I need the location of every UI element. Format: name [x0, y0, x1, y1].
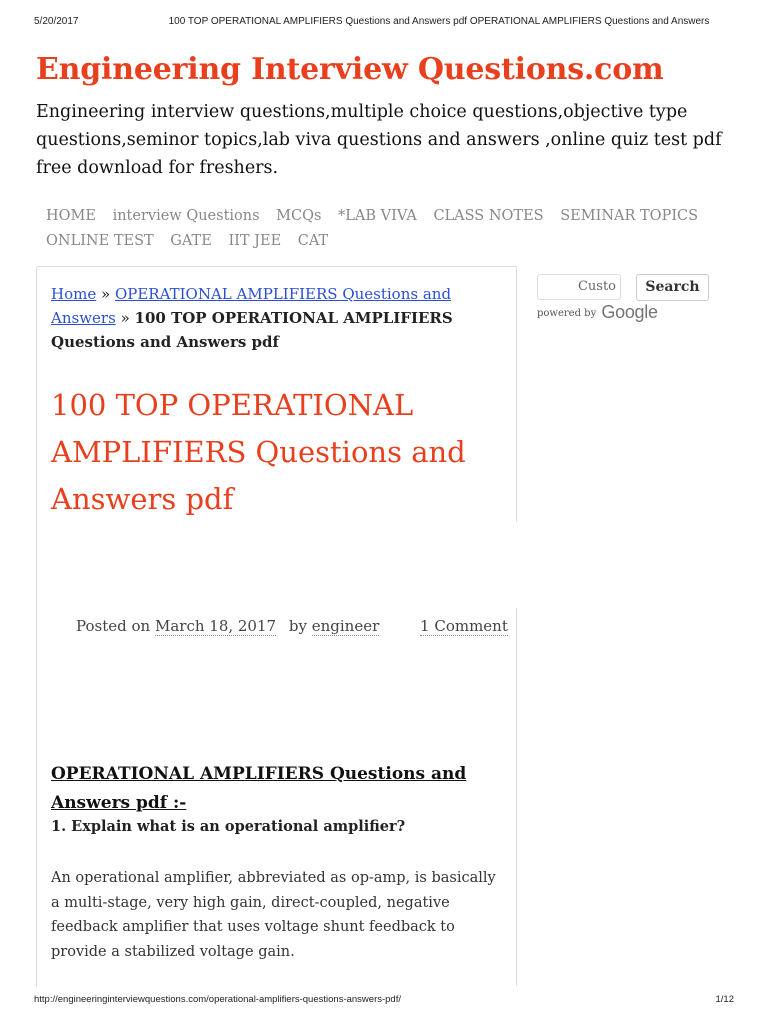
- powered-by-google: [537, 302, 658, 323]
- breadcrumb-separator: »: [120, 309, 130, 327]
- nav-item-cat[interactable]: CAT: [297, 233, 329, 249]
- nav-item-home[interactable]: HOME: [46, 208, 96, 224]
- posted-on-label: Posted on: [76, 617, 151, 635]
- search-input[interactable]: Custo: [537, 274, 621, 300]
- nav-item-gate[interactable]: GATE: [170, 233, 212, 249]
- by-label: by: [288, 617, 307, 635]
- content-divider: [516, 608, 517, 986]
- breadcrumb-current: 100 TOP OPERATIONAL AMPLIFIERS Questions and Answers pdf: [51, 309, 453, 351]
- nav-item-class-notes[interactable]: CLASS NOTES: [433, 208, 544, 224]
- section-heading: OPERATIONAL AMPLIFIERS Questions and Answers pdf :-: [51, 764, 467, 813]
- post-title: 100 TOP OPERATIONAL AMPLIFIERS Questions and Answers pdf: [51, 388, 466, 516]
- print-url: http://engineeringinterviewquestions.com/operational-amplifiers-questions-answers-pdf/: [34, 994, 401, 1005]
- author-link[interactable]: engineer: [311, 617, 380, 635]
- site-title[interactable]: Engineering Interview Questions.com: [36, 52, 664, 87]
- answer-1: An operational amplifier, abbreviated as op-amp, is basically a multi-stage, very high gain, direct-coupled, negative feedback amplifier that uses voltage shunt feedback to provide a stabilized voltage gain.: [51, 870, 496, 960]
- print-date: 5/20/2017: [34, 16, 79, 27]
- post-date-link[interactable]: March 18, 2017: [154, 617, 277, 635]
- main-nav: [46, 204, 726, 254]
- comments-link[interactable]: 1 Comment: [420, 617, 508, 635]
- question-1: 1. Explain what is an operational amplifier?: [51, 818, 406, 835]
- post-meta: [76, 617, 508, 635]
- nav-item-iit-jee[interactable]: IIT JEE: [228, 233, 282, 249]
- print-page-title: 100 TOP OPERATIONAL AMPLIFIERS Questions and Answers pdf OPERATIONAL AMPLIFIERS Questions and Answers: [168, 16, 710, 27]
- page-number: 1/12: [715, 994, 734, 1005]
- nav-item-online-test[interactable]: ONLINE TEST: [46, 233, 154, 249]
- nav-item-mcqs[interactable]: MCQs: [276, 208, 322, 224]
- nav-item-seminar-topics[interactable]: SEMINAR TOPICS: [560, 208, 699, 224]
- breadcrumb-separator: »: [101, 285, 111, 303]
- breadcrumb-parent-link[interactable]: OPERATIONAL AMPLIFIERS Questions and Answers: [51, 285, 452, 327]
- powered-by-label: powered by: [537, 308, 597, 319]
- content-divider: [516, 266, 517, 522]
- nav-item-lab-viva[interactable]: *LAB VIVA: [338, 208, 417, 224]
- breadcrumb: [51, 282, 501, 354]
- nav-item-interview-questions[interactable]: interview Questions: [112, 208, 260, 224]
- google-logo: Google: [601, 302, 658, 322]
- breadcrumb-home-link[interactable]: Home: [51, 285, 97, 303]
- site-description: Engineering interview questions,multiple choice questions,objective type questions,seminor topics,lab viva questions and answers ,online quiz test pdf free download for freshers.: [36, 102, 722, 178]
- search-button[interactable]: Search: [636, 274, 709, 301]
